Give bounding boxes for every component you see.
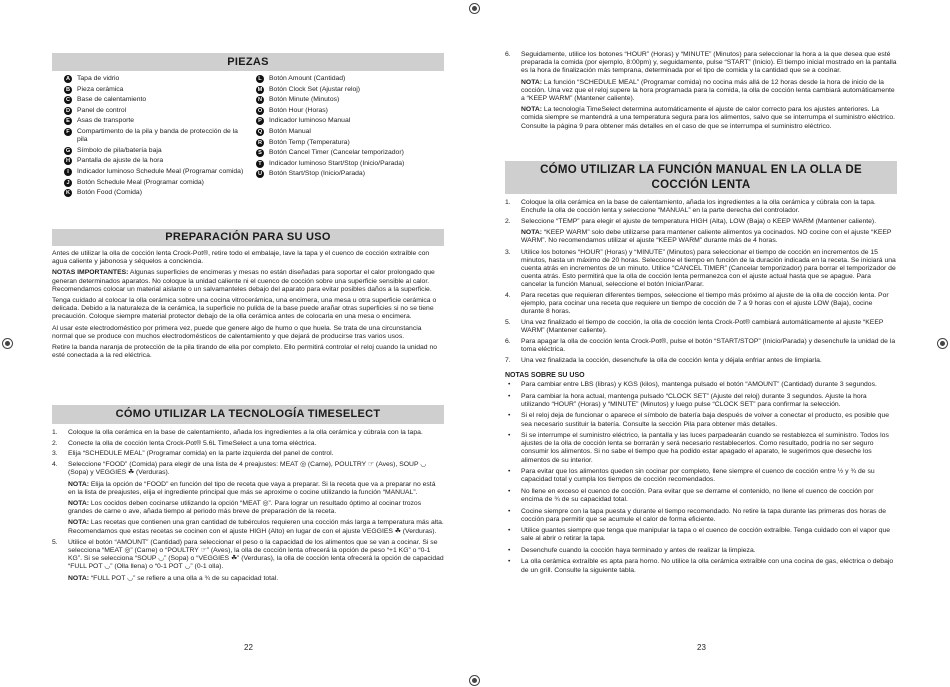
part-letter-badge: I [64, 168, 72, 176]
manual-heading-line2: COCCIÓN LENTA [651, 179, 751, 191]
usage-note-text: Cocine siempre con la tapa puesta y durante el tiempo recomendado. No retire la tapa durante las primeras dos horas de cocción para permitir que se acumule el calor de forma eficiente. [521, 507, 886, 523]
part-letter-badge: B [65, 86, 71, 93]
part-letter-badge: G [65, 147, 71, 154]
step-number: 3. [505, 248, 511, 256]
part-label: Botón Start/Stop (Inicio/Parada) [269, 170, 365, 178]
part-label: Asas de transporte [77, 117, 135, 125]
part-letter-badge: U [257, 171, 263, 178]
usage-note-text: Si el reloj deja de funcionar o aparece el símbolo de batería baja después de volver a conectar el producto, es posible que sea necesario sustituir la batería. Consulte la sección Pila para obtener más detalles. [521, 412, 890, 428]
registration-mark-top [469, 3, 480, 14]
important-notes-label: NOTAS IMPORTANTES: [52, 269, 129, 277]
usage-note-item [505, 508, 897, 524]
prep-paragraph: Retire la banda naranja de protección de la pila tirando de ella por completo. Ello permitirá controlar el reloj cuando la unidad no esté conectada a la red eléctrica. [52, 344, 438, 360]
part-letter-badge: M [257, 86, 263, 93]
step-text: Elija “SCHEDULE MEAL” (Programar comida) en la parte izquierda del panel de control. [68, 450, 334, 458]
timeselect-step [52, 440, 444, 448]
usage-notes-list [505, 381, 897, 575]
part-item [64, 96, 249, 104]
step-text: Para recetas que requieran diferentes tiempos, seleccione el tiempo más próximo al ajuste de la olla de cocción lenta. Por ejemplo, para cocinar una receta que requiere un tiempo de cocción de 7 a 9 horas con el ajuste LOW (Baja), cocine durante 8 horas. [521, 292, 889, 316]
usage-note-text: Si se interrumpe el suministro eléctrico, la pantalla y las luces parpadearán cuando se restablezca el suministro. Todos los ajustes de la olla de cocción lenta se borrarán y será necesario restablecerlos. Como resultado, podría no ser seguro consumir los alimentos. Si no sabe el tiempo que ha podido estar apagado el aparato, le sugerimos que deseche los alimentos de su interior. [521, 432, 889, 464]
step-text: Seguidamente, utilice los botones “HOUR” (Horas) y “MINUTE” (Minutos) para seleccionar la hora a la que desea que esté preparada la comida (por ejemplo, 8:00pm) y, seguidamente, pulse “START” (Inicio). El tiempo inicial mostrado en la pantalla es la hora de finalización más temprana, determinada por el tipo de comida y la cantidad que se a cocinar. [521, 51, 897, 75]
left-page [52, 0, 444, 687]
step-text: Una vez finalizada la cocción, desenchufe la olla de cocción lenta y déjala enfriar antes de limpiarla. [521, 356, 822, 364]
part-label: Tapa de vidrio [77, 75, 120, 82]
manual-body [505, 199, 897, 578]
registration-mark-left [2, 338, 13, 349]
manual-step [505, 218, 897, 226]
note-label: NOTA: [521, 229, 543, 237]
part-item [256, 117, 441, 125]
note-text: Las recetas que contienen una gran cantidad de tubérculos requieren una cocción más larga a temperatura más alta. Recomendamos que estas recetas se cocinen con el ajuste HIGH (Alto) en lugar de con el ajuste VEGGIES ☘ (Verduras). [68, 519, 444, 535]
part-item [256, 149, 441, 157]
part-letter-badge: N [257, 97, 263, 104]
step-text: Coloque la olla cerámica en la base de calentamiento, añada los ingredientes a la olla cerámica y cúbrala con la tapa. [68, 429, 423, 436]
part-item [256, 75, 441, 83]
part-item [64, 75, 249, 83]
registration-mark-bottom [469, 675, 480, 686]
bullet-icon: • [508, 468, 511, 476]
part-letter-badge: J [64, 179, 72, 187]
manual-step [505, 199, 897, 215]
usage-note-text: Para cambiar la hora actual, mantenga pulsado “CLOCK SET” (Ajuste del reloj) durante 3 segundos. Ajuste la hora utilizando “HOUR” (Horas) y “MINUTE” (Minutos) y luego pulse “CLOCK SET” para confirmar la selección. [521, 392, 867, 408]
usage-note-text: No llene en exceso el cuenco de cocción. Para evitar que se derrame el contenido, no llene el cuenco de cocción por encima de ¾ de su capacidad total. [521, 487, 874, 504]
prep-paragraph: Tenga cuidado al colocar la olla cerámica sobre una cocina vitrocerámica, una encimera, una mesa u otra superficie cerámica o delicada. Debido a la naturaleza de la cerámica, la superficie no pulida de la base puede arañar otras superficies si no se tiene precaución. Coloque siempre material protector debajo de la olla cerámica antes de colocarla en una mesa o encimera. [52, 297, 437, 321]
timeselect-note [52, 500, 444, 516]
note-text: Elija la opción de “FOOD” en función del tipo de receta que vaya a preparar. Si la receta que va a preparar no está en la lista de preajustes, elija el ingrediente principal que más se aproxime o cocine utilizando la función “MANUAL”. [68, 480, 436, 496]
part-item [64, 168, 249, 176]
step-number: 7. [505, 356, 511, 364]
registration-mark-right [937, 338, 948, 349]
manual-step [505, 338, 897, 354]
note-text: La función “SCHEDULE MEAL” (Programar comida) no cocina más allá de 12 horas desde la hora de inicio de la cocción. Una vez que el reloj supere la hora programada para la comida, la olla de cocción lenta cambiará automáticamente a “KEEP WARM” (Mantener caliente). [521, 78, 895, 103]
usage-note-item [505, 412, 897, 428]
timeselect-note [505, 106, 897, 131]
parts-column-right [256, 75, 441, 181]
note-text: “FULL POT ◡” se refiere a una olla a ¾ de su capacidad total. [89, 574, 279, 582]
part-item [256, 170, 441, 178]
part-item [64, 157, 249, 165]
bullet-icon: • [508, 432, 511, 440]
right-page [505, 0, 897, 687]
part-item [64, 179, 249, 187]
part-label: Pantalla de ajuste de la hora [77, 157, 164, 165]
step-number: 6. [505, 51, 511, 58]
usage-note-item [505, 558, 897, 574]
prep-important-notes [52, 269, 444, 294]
step-number: 4. [505, 292, 511, 300]
step-number: 5. [52, 538, 58, 546]
part-item [256, 86, 441, 94]
part-label: Pieza cerámica [77, 85, 124, 93]
note-label: NOTA: [68, 519, 90, 527]
bullet-icon: • [508, 546, 511, 554]
timeselect-step [52, 539, 444, 572]
step-text: Utilice el botón “AMOUNT” (Cantidad) para seleccionar el peso o la capacidad de los alimentos que se van a cocinar. Si se selecciona “MEAT ◎” (Carne) o “POULTRY ☞” (Aves), la olla de cocción lenta ofrecerá la opción de peso “+1 KG” o “0-1 KG”. Si se selecciona “SOUP ◡” (Sopa) o “VEGGIES ☘” (Verduras), la olla de cocción lenta ofrecerá la opción de capacidad “FULL POT ◡” (Olla llena) o “0-1 POT ◡” (0-1 olla). [68, 538, 444, 571]
step-text: Seleccione “TEMP” para elegir el ajuste de temperatura HIGH (Alta), LOW (Baja) o KEEP WARM (Mantener caliente). [521, 217, 877, 225]
parts-column-left [64, 75, 249, 200]
part-letter-badge: T [256, 160, 264, 168]
step-number: 6. [505, 338, 511, 346]
bullet-icon: • [508, 412, 511, 420]
part-letter-badge: S [256, 149, 264, 157]
note-label: NOTA: [521, 106, 543, 114]
part-item [256, 160, 441, 168]
prep-paragraph: Antes de utilizar la olla de cocción lenta Crock-Pot®, retire todo el embalaje, lave la tapa y el cuenco de cocción extraíble con agua caliente y jabonosa y séquelos a conciencia. [52, 250, 430, 266]
usage-note-item [505, 393, 897, 409]
part-letter-badge: P [256, 117, 264, 125]
step-number: 1. [52, 429, 58, 436]
part-label: Indicador luminoso Manual [269, 117, 351, 125]
step-text: Para apagar la olla de cocción lenta Crock-Pot®, pulse el botón “START/STOP” (Inicio/Parada) y desenchufe la unidad de la toma eléctrica. [521, 338, 896, 354]
manual-heading [505, 161, 897, 194]
part-letter-badge: E [64, 117, 72, 125]
step-text: Coloque la olla cerámica en la base de calentamiento, añada los ingredientes a la olla cerámica y cúbrala con la tapa. Enchufe la olla de cocción lenta y seleccione “MANUAL” en la parte derecha del controlador. [521, 199, 876, 215]
manual-note [505, 229, 897, 245]
bullet-icon: • [508, 507, 511, 515]
manual-heading-line1: CÓMO UTILIZAR LA FUNCIÓN MANUAL EN LA OLLA DE [540, 164, 862, 176]
manual-steps [505, 199, 897, 226]
note-text: Los cocidos deben cocinarse utilizando la opción “MEAT ◎”. Para lograr un resultado óptimo al cocinar trozos grandes de carne o ave, añada tiempo al periodo más breve de preparación de la receta. [68, 499, 422, 516]
part-letter-badge: C [65, 97, 71, 104]
part-label: Símbolo de pila/batería baja [77, 146, 162, 154]
part-letter-badge: R [257, 139, 263, 146]
part-label: Botón Amount (Cantidad) [269, 75, 346, 82]
preparacion-body [52, 250, 444, 360]
page-number: 23 [697, 643, 706, 652]
manual-step [505, 319, 897, 335]
timeselect-note [52, 575, 444, 583]
manual-steps-continued [505, 249, 897, 366]
part-label: Botón Cancel Timer (Cancelar temporizador) [269, 149, 404, 157]
timeselect-note [52, 519, 444, 535]
part-item [256, 107, 441, 115]
step-number: 1. [505, 199, 511, 206]
part-item [256, 96, 441, 104]
part-item [64, 128, 249, 144]
manual-step [505, 249, 897, 290]
bullet-icon: • [508, 527, 511, 535]
usage-note-item [505, 381, 897, 389]
bullet-icon: • [508, 487, 511, 495]
manual-step [505, 357, 897, 365]
part-label: Panel de control [77, 106, 127, 114]
usage-notes-heading: NOTAS SOBRE SU USO [505, 372, 585, 380]
part-letter-badge: A [65, 76, 71, 82]
step-text: Conecte la olla de cocción lenta Crock-Pot® 5.6L TimeSelect a una toma eléctrica. [68, 439, 317, 447]
usage-note-item [505, 527, 897, 543]
timeselect-body [52, 429, 444, 583]
timeselect-step [505, 51, 897, 76]
step-number: 5. [505, 319, 511, 327]
part-item [64, 86, 249, 94]
piezas-heading: PIEZAS [52, 53, 444, 71]
note-label: NOTA: [68, 499, 90, 507]
timeselect-continued [505, 51, 897, 131]
part-label: Botón Hour (Horas) [269, 106, 328, 114]
usage-note-text: Para evitar que los alimentos queden sin cocinar por completo, llene siempre el cuenco de cocción entre ½ y ¾ de su capacidad total y cumpla los tiempos de cocción recomendados. [521, 468, 875, 484]
page-number: 22 [244, 643, 253, 652]
usage-note-item [505, 547, 897, 555]
usage-note-text: La olla cerámica extraíble es apta para horno. No utilice la olla cerámica extraíble con una cocina de gas, eléctrica o debajo de un grill. Consulte la siguiente tabla. [521, 558, 894, 574]
timeselect-note [52, 481, 444, 497]
part-item [64, 107, 249, 115]
part-letter-badge: F [64, 128, 72, 136]
timeselect-steps [52, 429, 444, 478]
step-number: 4. [52, 461, 58, 469]
part-item [64, 189, 249, 197]
usage-note-item [505, 432, 897, 465]
part-item [64, 147, 249, 155]
part-letter-badge: D [65, 107, 71, 114]
note-text: “KEEP WARM” solo debe utilizarse para mantener caliente alimentos ya cocinados. NO cocine con el ajuste “KEEP WARM”. No recomendamos utilizar el ajuste “KEEP WARM” durante más de 4 horas. [521, 229, 892, 245]
prep-paragraph: Al usar este electrodoméstico por primera vez, puede que genere algo de humo o que huela. Se trata de una circunstancia normal que se produce con muchos electrodomésticos de calentamiento y que dejará de producirse tras varios usos. [52, 324, 422, 340]
bullet-icon: • [508, 392, 511, 400]
part-label: Botón Minute (Minutos) [269, 96, 340, 104]
usage-note-text: Para cambiar entre LBS (libras) y KGS (kilos), mantenga pulsado el botón “AMOUNT” (Cantidad) durante 3 segundos. [521, 381, 877, 389]
part-letter-badge: L [256, 75, 264, 83]
timeselect-step [52, 461, 444, 477]
bullet-icon: • [508, 381, 511, 389]
part-item [256, 128, 441, 136]
step-number: 3. [52, 450, 58, 458]
note-text: La tecnología TimeSelect determina automáticamente el ajuste de calor correcto para los ajustes anteriores. La comida siempre se mantendrá a una temperatura segura para los alimentos, salvo que se interrumpa el suministro eléctrico. Consulte la página 9 para obtener más detalles en el caso de que se interrumpa el suministro eléctrico. [521, 106, 896, 130]
timeselect-step [52, 450, 444, 458]
timeselect-heading: CÓMO UTILIZAR LA TECNOLOGÍA TIMESELECT [52, 405, 444, 424]
timeselect-note [505, 79, 897, 104]
part-label: Botón Food (Comida) [77, 189, 142, 197]
part-label: Compartimento de la pila y banda de protección de la pila [77, 127, 238, 144]
step-text: Utilice los botones “HOUR” (Horas) y “MINUTE” (Minutos) para seleccionar el tiempo de cocción en incrementos de 15 minutos, hasta un máximo de 20 horas. Seleccione el tiempo en función de la duración indicada en la receta. Se iniciará una cuenta atrás en incrementos de un minuto. Utilice “CANCEL TIMER” (Cancelar temporizador) para borrar el temporizador de cuenta atrás. Esto permitirá que la olla de cocción lenta permanezca con el ajuste actual hasta que se apague. Para cancelar la función Manual, seleccione el botón Iniciar/Parar. [521, 248, 896, 289]
note-label: NOTA: [68, 480, 90, 488]
part-letter-badge: H [65, 158, 71, 165]
part-label: Botón Manual [269, 127, 311, 135]
step-text: Una vez finalizado el tiempo de cocción, la olla de cocción lenta Crock-Pot® cambiará automáticamente al ajuste “KEEP WARM” (Mantener caliente). [521, 319, 884, 335]
timeselect-step [52, 429, 444, 437]
part-letter-badge: K [65, 190, 71, 197]
step-text: Seleccione “FOOD” (Comida) para elegir de una lista de 4 preajustes: MEAT ◎ (Carne), POULTRY ☞ (Aves), SOUP ◡ (Sopa) y VEGGIES ☘ (Verduras). [68, 461, 427, 477]
important-notes-text: Algunas superficies de encimeras y mesas no están diseñadas para soportar el calor prolongado que generan determinados aparatos. No coloque la unidad caliente ni el cuenco de cocción sobre una superficie sensible al calor. Recomendamos colocar un material aislante o un salvamanteles debajo del aparato para evitar posibles daños a la superficie. [52, 269, 435, 293]
step-number: 2. [52, 439, 58, 447]
part-item [64, 117, 249, 125]
manual-step [505, 292, 897, 317]
usage-note-text: Utilice guantes siempre que tenga que manipular la tapa o el cuenco de cocción extraíble. Tenga cuidado con el vapor que sale al abrir o retirar la tapa. [521, 527, 891, 543]
note-label: NOTA: [68, 574, 90, 582]
part-label: Botón Schedule Meal (Programar comida) [77, 178, 204, 186]
part-label: Botón Clock Set (Ajustar reloj) [269, 85, 361, 93]
bullet-icon: • [508, 558, 511, 566]
usage-note-item [505, 468, 897, 484]
part-label: Indicador luminoso Start/Stop (Inicio/Parada) [269, 159, 405, 167]
part-item [256, 139, 441, 147]
part-letter-badge: Q [257, 128, 263, 135]
usage-note-item [505, 488, 897, 504]
note-label: NOTA: [521, 78, 543, 86]
usage-note-text: Desenchufe cuando la cocción haya terminado y antes de realizar la limpieza. [521, 546, 756, 554]
preparacion-heading: PREPARACIÓN PARA SU USO [52, 229, 444, 246]
step-number: 2. [505, 217, 511, 225]
part-label: Botón Temp (Temperatura) [269, 138, 350, 146]
part-label: Indicador luminoso Schedule Meal (Programar comida) [77, 167, 244, 175]
part-label: Base de calentamiento [77, 96, 147, 104]
part-letter-badge: O [257, 107, 263, 114]
